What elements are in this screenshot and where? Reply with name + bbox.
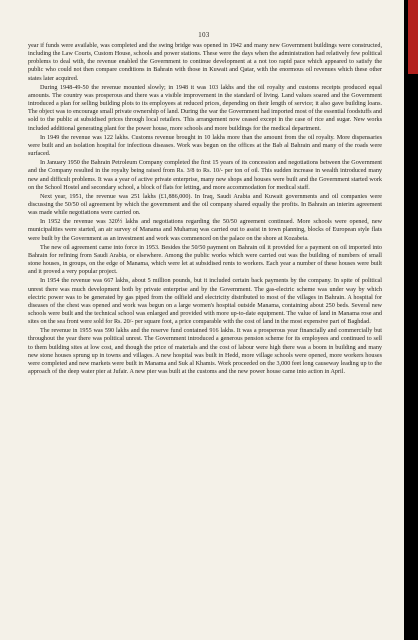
paragraph: In 1949 the revenue was 122 lakhs. Customs revenue brought in 10 lakhs more than the amount from the oil royalty. More dispensaries were built and an isolation hospital for infectious diseases. Work was begun on the offices at the Bab al Bahrain and many of the roads were surfaced. [28, 134, 382, 158]
page-body-text [28, 42, 382, 377]
red-bookmark-edge [408, 0, 418, 74]
paragraph: year if funds were available, was completed and the swing bridge was opened in 1942 and many new Government buildings were constructed, including the Law Courts, Custom House, schools and power stations. These were the days when the administration had relatively few political problems to deal with, the revenue enabled the Government to continue development at a not too rapid pace which appeared to satisfy the public who could not then compare conditions in Bahrain with those in Kuwait and Qatar, with the enormous oil revenues which these other states later acquired. [28, 43, 382, 82]
paragraph: Next year, 1951, the revenue was 251 lakhs (£1,886,000). In Iraq, Saudi Arabia and Kuwait governments and oil companies were discussing the 50/50 oil agreement by which the government and the oil company shared equally the profits. In Bahrain an interim agreement was made while negotiations were carried on. [28, 193, 382, 217]
page-number: 103 [198, 32, 210, 39]
paragraph: In 1954 the revenue was 667 lakhs, about 5 million pounds, but it included certain back payments by the company. In spite of political unrest there was much development both by private enterprise and by the Government. The gas-electric scheme was under way by which electric power was to be generated by gas piped from the oilfield and electricity distributed to most of the villages in Bahrain. A hospital for diseases of the chest was opened and work was begun on a large women's hospital outside Manama, containing about 250 beds. Several new schools were built and the technical school was enlarged and provided with more up-to-date equipment. The value of land in Manama rose and sites on the sea front were sold for Rs. 20/- per square foot, a price comparable with the cost of land in the most expensive part of Baghdad. [28, 278, 382, 326]
paragraph: The revenue in 1955 was 590 lakhs and the reserve fund contained 916 lakhs. It was a prosperous year financially and commercially but throughout the year there was political unrest. The Government introduced a generous pension scheme for its employees and continued to sell to them building sites at low cost, and though the price of materials and the cost of labour were high there was a boom in building and many new stone houses sprung up in towns and villages. A new hospital was built in Hedd, more village schools were opened, more workers houses were completed and new markets were built in Manama and Suk al Khamis. Work proceeded on the 3,000 feet long causeway leading up to the approach of the deep water pier at Jufair. A new pier was built at the customs and the new power house came into action in April. [28, 328, 382, 376]
dark-page-edge [404, 0, 418, 640]
paragraph: During 1948-49-50 the revenue mounted slowly; in 1948 it was 103 lakhs and the oil royalty and customs receipts produced equal amounts. The country was prosperous and there was a visible improvement in the standard of living. Land values soared and the Government introduced a plan for selling building plots to its employees at reduced prices, depending on their length of service; it also gave building loans. The object was to encourage small private ownership of land. During the war the Government had imported most of the essential foodstuffs and sold to the public at subsidised prices through local retailers. This arrangement now ceased except in the case of rice and sugar. New works included additional generating plant for the power house, more schools and more buildings for the medical department. [28, 84, 382, 132]
paragraph: In January 1950 the Bahrain Petroleum Company completed the first 15 years of its concession and negotiations between the Government and the Company resulted in the royalty being raised from Rs. 3/8 to Rs. 10/- per ton of oil. This sudden increase in wealth introduced many new and difficult problems. It was a year of active private enterprise, many new shops and houses were built and the Government started work on the School Hostel and secondary school, a block of flats for letting, and more accommodation for medical staff. [28, 160, 382, 191]
paragraph: The new oil agreement came into force in 1953. Besides the 50/50 payment on Bahrain oil it provided for a payment on oil imported into Bahrain for refining from Saudi Arabia, or elsewhere. Among the public works which were carried out was the building of numbers of small stone houses, in groups, on the edge of Manama, which were let at subsidised rents to workers. Each year a number of these houses were built and it proved a very popular project. [28, 244, 382, 276]
paragraph: In 1952 the revenue was 320½ lakhs and negotiations regarding the 50/50 agreement continued. More schools were opened, new municipalities were started, an air survey of Manama and Muharraq was carried out to assist in town planning, blocks of European style flats were built by the Government as an investment and work was commenced on the palace on the shore at Kozabeia. [28, 219, 382, 242]
